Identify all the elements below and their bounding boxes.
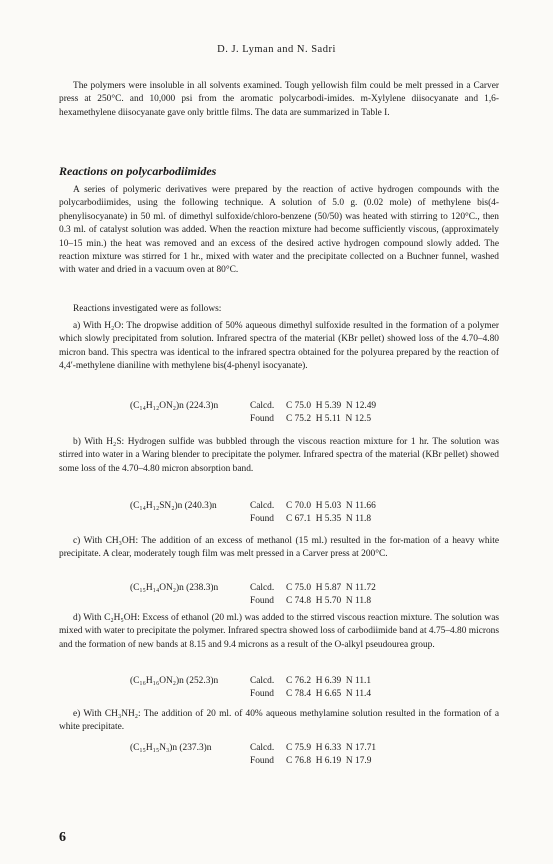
reaction-c-formula: (C₁₅H₁₄ON₂)n (238.3)n	[130, 583, 219, 593]
reaction-d-found: C 78.4 H 6.65 N 11.4	[286, 689, 372, 700]
section-title: Reactions on polycarbodiimides	[59, 164, 217, 178]
reaction-e-analysis	[130, 742, 376, 769]
calcd-label: Calcd.	[250, 676, 275, 686]
running-header: D. J. Lyman and N. Sadri	[217, 44, 336, 55]
found-label: Found	[250, 756, 274, 767]
reaction-d-text: d) With C₂H₅OH: Excess of ethanol (20 ml.) was added to the stirred viscous reaction mixture. The solution was mixed with water to precipitate the polymer. Infrared spectra showed loss of carbodiimide band at 4.75–4.80 microns and the formation of new bands at 8.15 and 9.4 microns as a result of the O-alkyl pseudourea group.	[59, 613, 499, 650]
found-label: Found	[250, 689, 274, 700]
found-label: Found	[250, 414, 274, 425]
reaction-c-analysis	[130, 582, 376, 609]
reaction-e-found: C 76.8 H 6.19 N 17.9	[286, 756, 372, 767]
reaction-d-formula: (C₁₆H₁₆ON₂)n (252.3)n	[130, 676, 219, 686]
reaction-a-formula: (C₁₄H₁₂ON₂)n (224.3)n	[130, 401, 219, 411]
reaction-b-analysis	[130, 500, 376, 527]
reaction-a-calcd: C 75.0 H 5.39 N 12.49	[286, 401, 377, 411]
intro-paragraph-block	[59, 80, 499, 120]
reaction-e-text: e) With CH₃NH₂: The addition of 20 ml. of 40% aqueous methylamine solution resulted in the formation of a white precipitate.	[59, 709, 499, 733]
reactions-intro-block	[59, 303, 499, 316]
reaction-a-text: a) With H₂O: The dropwise addition of 50% aqueous dimethyl sulfoxide resulted in the formation of a polymer which slowly precipitated from solution. Infrared spectra of the material (KBr pellet) showed loss of the 4.70–4.80 micron band. This spectra was identical to the infrared spectra obtained for the polyurea prepared by the reaction of 4,4′-methylene dianiline with methylene bis(4-phenyl isocyanate).	[59, 321, 499, 372]
reaction-b-calcd: C 70.0 H 5.03 N 11.66	[286, 501, 376, 511]
reaction-c-found: C 74.8 H 5.70 N 11.8	[286, 596, 372, 607]
reaction-a-analysis	[130, 400, 376, 427]
reaction-a-block	[59, 320, 499, 374]
reaction-b-formula: (C₁₄H₁₂SN₂)n (240.3)n	[130, 501, 217, 511]
found-label: Found	[250, 514, 274, 525]
calcd-label: Calcd.	[250, 743, 275, 753]
reaction-c-text: c) With CH₃OH: The addition of an excess of methanol (15 ml.) resulted in the for-mation of a heavy white precipitate. A clear, moderately tough film was melt pressed in a Carver press at 200°C.	[59, 536, 499, 560]
reactions-intro: Reactions investigated were as follows:	[73, 304, 222, 314]
reaction-d-calcd: C 76.2 H 6.39 N 11.1	[286, 676, 372, 686]
reaction-e-block	[59, 708, 499, 735]
reaction-d-block	[59, 612, 499, 652]
calcd-label: Calcd.	[250, 501, 275, 511]
reaction-b-block	[59, 436, 499, 476]
found-label: Found	[250, 596, 274, 607]
calcd-label: Calcd.	[250, 401, 275, 411]
reaction-b-found: C 67.1 H 5.35 N 11.8	[286, 514, 372, 525]
reaction-d-analysis	[130, 675, 371, 702]
calcd-label: Calcd.	[250, 583, 275, 593]
reaction-a-found: C 75.2 H 5.11 N 12.5	[286, 414, 372, 425]
section-paragraph-block	[59, 184, 499, 278]
page-number: 6	[59, 830, 66, 845]
reaction-b-text: b) With H₂S: Hydrogen sulfide was bubbled through the viscous reaction mixture for 1 hr. The solution was stirred into water in a Waring blender to precipitate the polymer. Infrared spectra of the material (KBr pellet) showed some loss of the 4.70–4.80 micron absorption band.	[59, 437, 499, 474]
reaction-e-calcd: C 75.9 H 6.33 N 17.71	[286, 743, 377, 753]
section-paragraph: A series of polymeric derivatives were prepared by the reaction of active hydrogen compounds with the polycarbodiimides, using the following technique. A solution of 5.0 g. (0.02 mole) of methylene bis(4-phenylisocyanate) in 50 ml. of dimethyl sulfoxide/chloro-benzene (50/50) was heated with stirring to 120°C., then 0.3 ml. of catalyst solution was added. When the reaction mixture had become sufficiently viscous, (approximately 10–15 min.) the heat was removed and an excess of the desired active hydrogen compound slowly added. The reaction mixture was stirred for 1 hr., mixed with water and the precipitate collected on a Buchner funnel, washed with water and dried in a vacuum oven at 80°C.	[59, 185, 499, 276]
reaction-c-block	[59, 535, 499, 562]
reaction-e-formula: (C₁₅H₁₅N₃)n (237.3)n	[130, 743, 212, 753]
intro-paragraph: The polymers were insoluble in all solvents examined. Tough yellowish film could be melt pressed in a Carver press at 250°C. and 10,000 psi from the aromatic polycarbodi-imides. m-Xylylene diisocyanate and 1,6-hexamethylene diisocyanate gave only brittle films. The data are summarized in Table I.	[59, 81, 499, 118]
reaction-c-calcd: C 75.0 H 5.87 N 11.72	[286, 583, 376, 593]
